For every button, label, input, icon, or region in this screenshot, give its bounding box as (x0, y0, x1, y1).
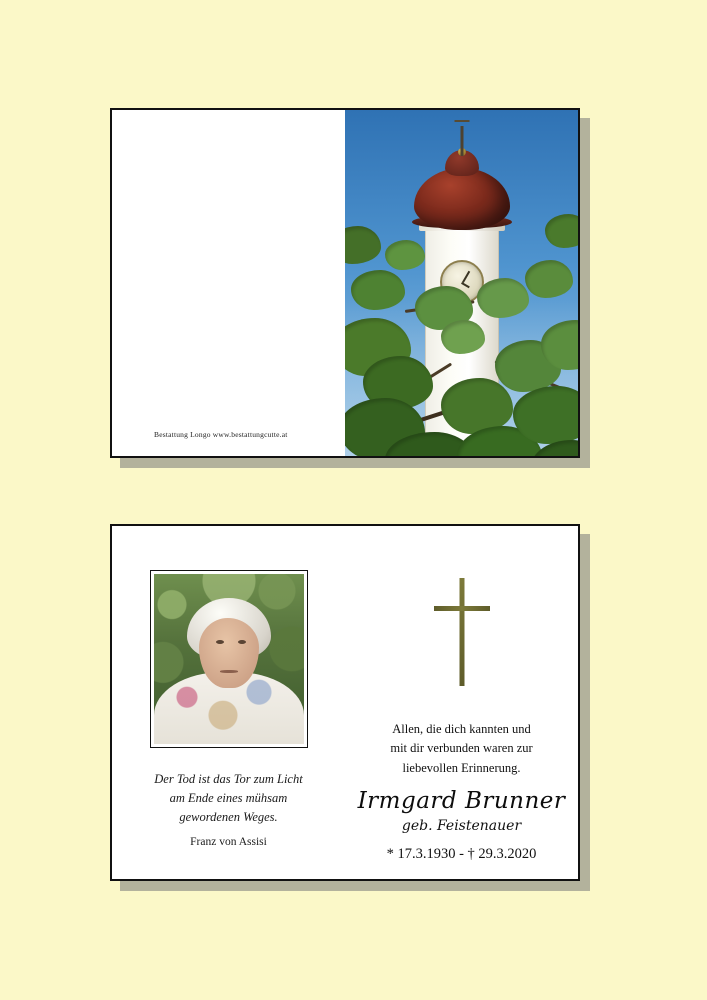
card-blank-left-page (112, 110, 345, 456)
deceased-name: Irmgard Brunner (357, 788, 566, 815)
card-outside-inner (112, 110, 578, 456)
quote-line-3: gewordenen Weges. (179, 809, 278, 824)
portrait-eye-right (238, 640, 246, 644)
portrait-of-deceased (154, 574, 304, 744)
life-dates: * 17.3.1930 - † 29.3.2020 (386, 846, 537, 863)
obituary-page (345, 526, 578, 879)
portrait-frame (150, 570, 308, 748)
portrait-face (199, 618, 259, 688)
deceased-maiden-name: geb. Feistenauer (401, 818, 522, 835)
quote-author: Franz von Assisi (190, 836, 267, 849)
card-inside-inner (112, 526, 578, 879)
christian-cross-icon (434, 578, 490, 686)
memorial-card-outside (110, 108, 580, 458)
memorial-quote (112, 770, 345, 852)
cross-vertical-bar (459, 578, 464, 686)
apple-tree-foliage (345, 110, 578, 456)
funeral-home-imprint: Bestattung Longo www.bestattungcutte.at (154, 430, 288, 439)
memorial-card-inside (110, 524, 580, 881)
quote-line-2: am Ende eines mühsam (169, 790, 288, 805)
church-tower-photo (345, 110, 578, 456)
dedication-line-2: mit dir verbunden waren zur (390, 741, 533, 756)
quote-line-1: Der Tod ist das Tor zum Licht (154, 772, 303, 786)
dedication-line-1: Allen, die dich kannten und (392, 722, 531, 736)
cross-horizontal-bar (434, 606, 490, 611)
portrait-page (112, 526, 345, 879)
portrait-mouth (220, 670, 238, 673)
dedication-line-3: liebevollen Erinnerung. (402, 760, 521, 775)
dedication-text (345, 720, 578, 778)
portrait-eye-left (216, 640, 224, 644)
